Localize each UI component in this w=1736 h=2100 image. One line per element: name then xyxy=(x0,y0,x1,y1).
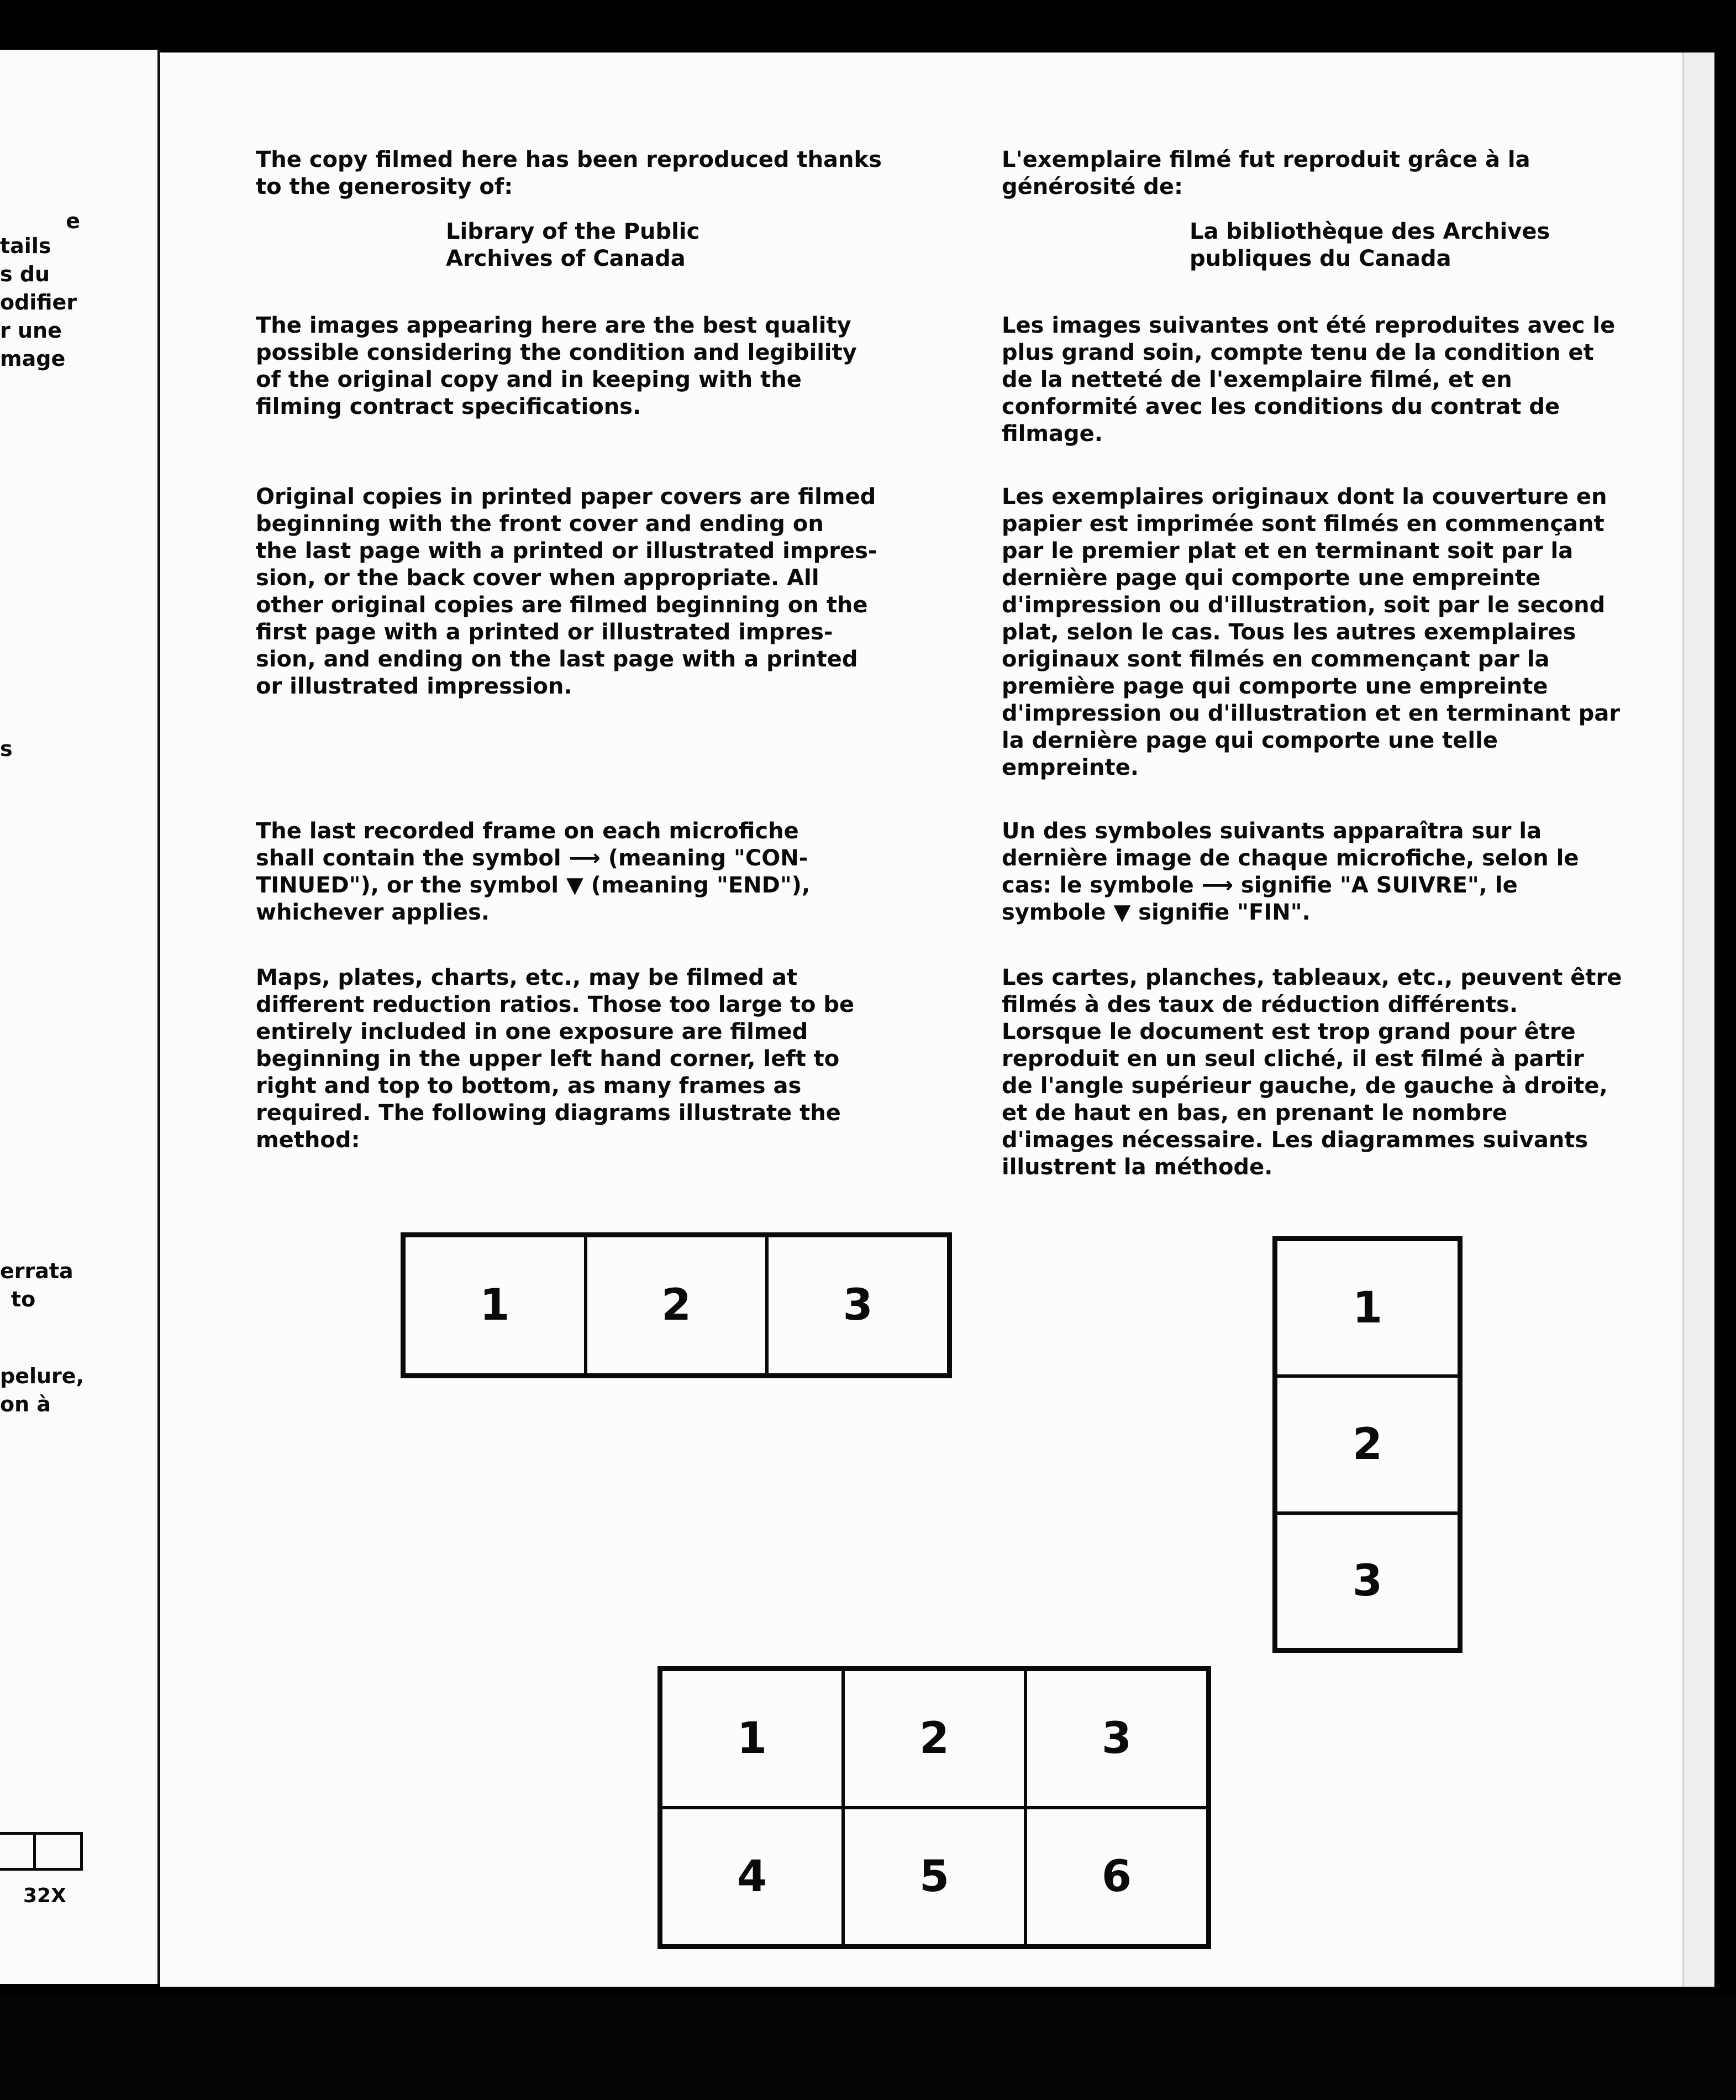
frame-cell: 2 xyxy=(586,1236,767,1375)
french-quality: Les images suivantes ont été reproduites avec le plus grand soin, compte tenu de la condition et de la netteté de l'exemplaire filmé, et en conformité avec les conditions du contrat de filmage. xyxy=(1002,313,1616,447)
bottom-film-border xyxy=(0,1995,1736,2100)
french-acknowledgment: L'exemplaire filmé fut reproduit grâce à la générosité de: xyxy=(1002,147,1530,200)
english-covers: Original copies in printed paper covers are filmed beginning with the front cover and ending on the last page with a printed or illustrated impres- sion, or the back cover when appropriate. All other original copies are filmed beginning on the first page with a printed or illustrated impres- sion, and ending on the last page with a printed or illustrated impression. xyxy=(256,484,877,699)
strip-fragment: to xyxy=(11,1287,36,1311)
strip-fragment: s du xyxy=(0,262,50,286)
row-diagram xyxy=(401,1232,952,1378)
french-maps: Les cartes, planches, tableaux, etc., peuvent être filmés à des taux de réduction différents. Lorsque le document est trop grand pour être reproduit en un seul cliché, il est filmé à partir de l'angle supérieur gauche, de gauche à droite, et de haut en bas, en prenant le nombre d'images nécessaire. Les diagrammes suivants illustrent la méthode. xyxy=(1002,965,1622,1180)
english-quality: The images appearing here are the best quality possible considering the condition and legibility of the original copy and in keeping with the filming contract specifications. xyxy=(256,313,857,419)
main-page xyxy=(160,53,1682,1987)
right-page-edge xyxy=(1682,53,1714,1987)
french-symbols: Un des symboles suivants apparaîtra sur la dernière image de chaque microfiche, selon le cas: le symbole ⟶ signifie "A SUIVRE", le symbole ▼ signifie "FIN". xyxy=(1002,818,1579,925)
english-symbols: The last recorded frame on each microfiche shall contain the symbol ⟶ (meaning "CON- TINUED"), or the symbol ▼ (meaning "END"), whichever applies. xyxy=(256,818,811,925)
french-institution: La bibliothèque des Archives publiques du Canada xyxy=(1190,219,1550,271)
frame-cell: 3 xyxy=(767,1236,949,1375)
frame-cell: 6 xyxy=(1025,1808,1208,1946)
english-acknowledgment: The copy filmed here has been reproduced thanks to the generosity of: xyxy=(256,147,882,200)
frame-cell: 3 xyxy=(1276,1513,1459,1650)
frame-cell: 2 xyxy=(1276,1376,1459,1513)
english-institution: Library of the Public Archives of Canada xyxy=(446,219,700,271)
scale-label: 32X xyxy=(23,1884,66,1907)
strip-fragment: errata xyxy=(0,1259,73,1283)
frame-cell: 4 xyxy=(661,1808,843,1946)
strip-fragment: mage xyxy=(0,347,66,371)
frame-cell: 5 xyxy=(843,1808,1025,1946)
frame-cell: 3 xyxy=(1025,1670,1208,1808)
grid-diagram xyxy=(657,1666,1211,1949)
strip-fragment: tails xyxy=(0,234,51,258)
strip-fragment: s xyxy=(0,737,13,761)
french-covers: Les exemplaires originaux dont la couverture en papier est imprimée sont filmés en commençant par le premier plat et en terminant soit par la dernière page qui comporte une empreinte d'impression ou d'illustration, soit par le second plat, selon le cas. Tous les autres exemplaires originaux sont filmés en commençant par la première page qui comporte une empreinte d'impression ou d'illustration et en terminant par la dernière page qui comporte une telle empreinte. xyxy=(1002,484,1621,780)
strip-fragment: r une xyxy=(0,318,62,343)
scale-box xyxy=(33,1832,83,1871)
top-film-border xyxy=(0,0,1736,55)
frame-cell: 1 xyxy=(661,1670,843,1808)
scale-box xyxy=(0,1832,36,1871)
frame-cell: 2 xyxy=(843,1670,1025,1808)
column-diagram xyxy=(1272,1236,1463,1653)
strip-fragment: odifier xyxy=(0,290,77,314)
strip-fragment: e xyxy=(66,209,80,233)
left-adjacent-page xyxy=(0,50,161,1984)
english-maps: Maps, plates, charts, etc., may be filmed at different reduction ratios. Those too large to be entirely included in one exposure are filmed beginning in the upper left hand corner, left to right and top to bottom, as many frames as required. The following diagrams illustrate the method: xyxy=(256,965,855,1153)
strip-fragment: on à xyxy=(0,1392,51,1416)
frame-cell: 1 xyxy=(404,1236,586,1375)
strip-fragment: pelure, xyxy=(0,1364,84,1388)
frame-cell: 1 xyxy=(1276,1240,1459,1376)
